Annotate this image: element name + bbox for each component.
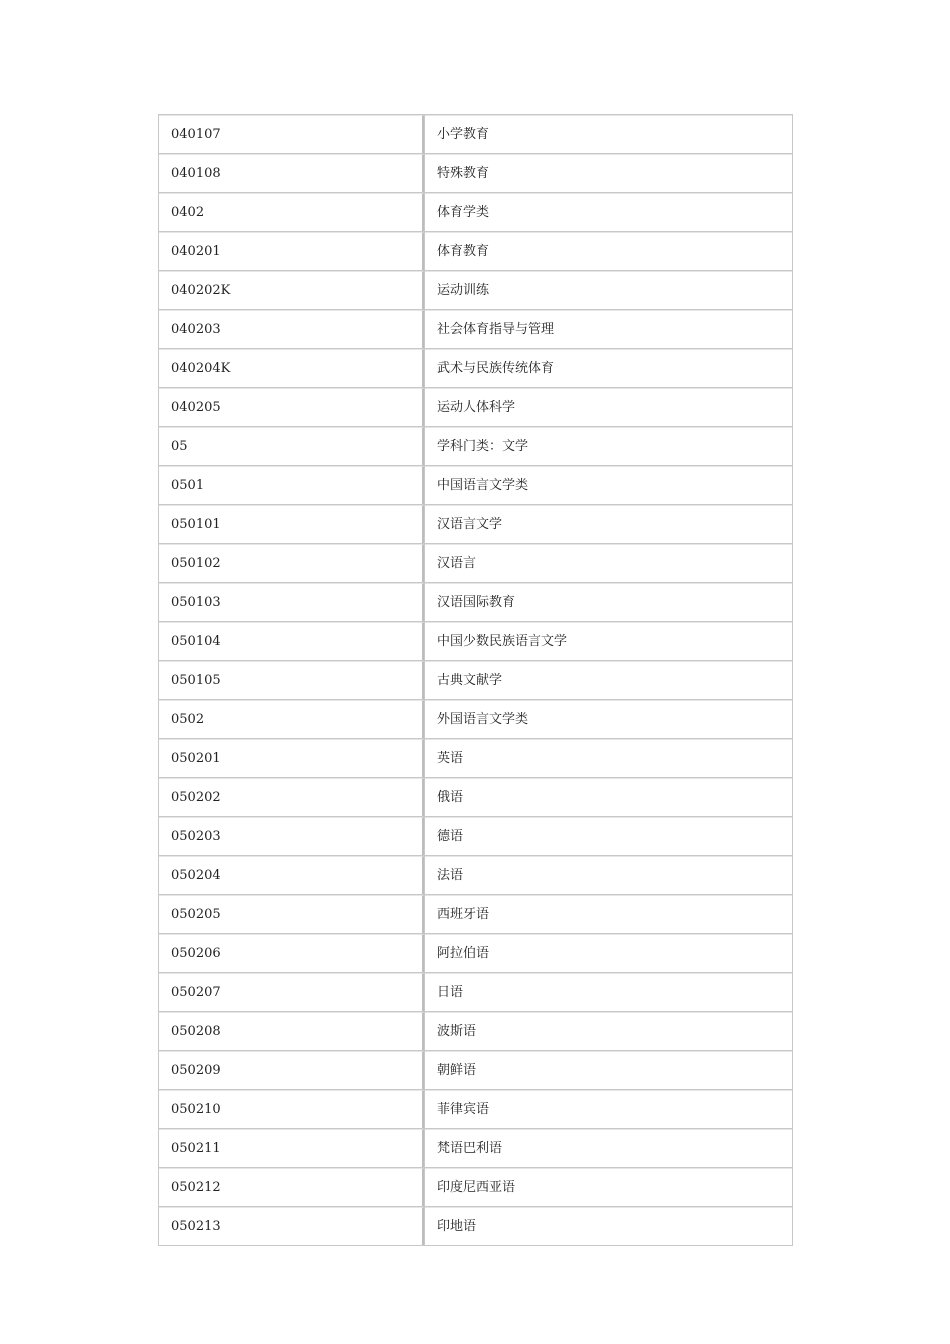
major-name-cell: 日语 bbox=[425, 973, 792, 1011]
table-row bbox=[159, 466, 792, 504]
major-name-cell: 梵语巴利语 bbox=[425, 1129, 792, 1167]
major-name-cell: 汉语国际教育 bbox=[425, 583, 792, 621]
table-row bbox=[159, 739, 792, 777]
table-row bbox=[159, 1090, 792, 1128]
table-row bbox=[159, 1012, 792, 1050]
major-name-cell: 运动训练 bbox=[425, 271, 792, 309]
major-name-cell: 小学教育 bbox=[425, 115, 792, 153]
table-row bbox=[159, 505, 792, 543]
major-code-cell: 050202 bbox=[159, 778, 424, 816]
table-row bbox=[159, 973, 792, 1011]
table-row bbox=[159, 232, 792, 270]
major-code-cell: 0502 bbox=[159, 700, 424, 738]
table-row bbox=[159, 388, 792, 426]
major-name-cell: 法语 bbox=[425, 856, 792, 894]
major-code-cell: 050211 bbox=[159, 1129, 424, 1167]
major-name-cell: 印地语 bbox=[425, 1207, 792, 1245]
table-row bbox=[159, 1168, 792, 1206]
table-row bbox=[159, 271, 792, 309]
major-name-cell: 汉语言文学 bbox=[425, 505, 792, 543]
table-row bbox=[159, 154, 792, 192]
major-name-cell: 体育学类 bbox=[425, 193, 792, 231]
major-name-cell: 印度尼西亚语 bbox=[425, 1168, 792, 1206]
major-code-cell: 040205 bbox=[159, 388, 424, 426]
table-row bbox=[159, 544, 792, 582]
major-name-cell: 古典文献学 bbox=[425, 661, 792, 699]
table-row bbox=[159, 1129, 792, 1167]
table-row bbox=[159, 193, 792, 231]
major-code-cell: 040204K bbox=[159, 349, 424, 387]
table-row bbox=[159, 427, 792, 465]
table-row bbox=[159, 583, 792, 621]
major-code-cell: 050204 bbox=[159, 856, 424, 894]
major-code-cell: 040108 bbox=[159, 154, 424, 192]
major-name-cell: 汉语言 bbox=[425, 544, 792, 582]
major-name-cell: 体育教育 bbox=[425, 232, 792, 270]
major-name-cell: 德语 bbox=[425, 817, 792, 855]
major-code-cell: 050209 bbox=[159, 1051, 424, 1089]
major-code-cell: 050101 bbox=[159, 505, 424, 543]
major-code-cell: 050205 bbox=[159, 895, 424, 933]
major-code-cell: 0501 bbox=[159, 466, 424, 504]
major-code-cell: 050103 bbox=[159, 583, 424, 621]
table-row bbox=[159, 934, 792, 972]
table-row bbox=[159, 700, 792, 738]
major-code-cell: 040203 bbox=[159, 310, 424, 348]
major-name-cell: 学科门类：文学 bbox=[425, 427, 792, 465]
major-code-cell: 050210 bbox=[159, 1090, 424, 1128]
major-name-cell: 社会体育指导与管理 bbox=[425, 310, 792, 348]
major-code-cell: 050208 bbox=[159, 1012, 424, 1050]
major-name-cell: 英语 bbox=[425, 739, 792, 777]
major-code-cell: 040202K bbox=[159, 271, 424, 309]
major-code-table-body bbox=[159, 115, 792, 1245]
major-code-cell: 050213 bbox=[159, 1207, 424, 1245]
table-row bbox=[159, 895, 792, 933]
major-name-cell: 俄语 bbox=[425, 778, 792, 816]
major-name-cell: 武术与民族传统体育 bbox=[425, 349, 792, 387]
table-row bbox=[159, 349, 792, 387]
major-code-cell: 050207 bbox=[159, 973, 424, 1011]
major-code-cell: 050206 bbox=[159, 934, 424, 972]
major-name-cell: 菲律宾语 bbox=[425, 1090, 792, 1128]
major-name-cell: 西班牙语 bbox=[425, 895, 792, 933]
table-row bbox=[159, 310, 792, 348]
table-row bbox=[159, 1207, 792, 1245]
major-code-table bbox=[158, 114, 793, 1246]
major-code-cell: 050201 bbox=[159, 739, 424, 777]
major-code-cell: 050102 bbox=[159, 544, 424, 582]
major-code-cell: 050203 bbox=[159, 817, 424, 855]
table-row bbox=[159, 622, 792, 660]
major-code-cell: 0402 bbox=[159, 193, 424, 231]
major-name-cell: 外国语言文学类 bbox=[425, 700, 792, 738]
major-name-cell: 中国少数民族语言文学 bbox=[425, 622, 792, 660]
major-code-cell: 040107 bbox=[159, 115, 424, 153]
major-name-cell: 中国语言文学类 bbox=[425, 466, 792, 504]
major-code-cell: 050212 bbox=[159, 1168, 424, 1206]
table-row bbox=[159, 661, 792, 699]
major-code-cell: 05 bbox=[159, 427, 424, 465]
major-code-cell: 040201 bbox=[159, 232, 424, 270]
table-row bbox=[159, 817, 792, 855]
major-code-cell: 050105 bbox=[159, 661, 424, 699]
major-name-cell: 运动人体科学 bbox=[425, 388, 792, 426]
table-row bbox=[159, 115, 792, 153]
table-row bbox=[159, 778, 792, 816]
major-name-cell: 朝鲜语 bbox=[425, 1051, 792, 1089]
major-name-cell: 特殊教育 bbox=[425, 154, 792, 192]
major-code-cell: 050104 bbox=[159, 622, 424, 660]
table-row bbox=[159, 1051, 792, 1089]
table-row bbox=[159, 856, 792, 894]
major-name-cell: 波斯语 bbox=[425, 1012, 792, 1050]
major-name-cell: 阿拉伯语 bbox=[425, 934, 792, 972]
